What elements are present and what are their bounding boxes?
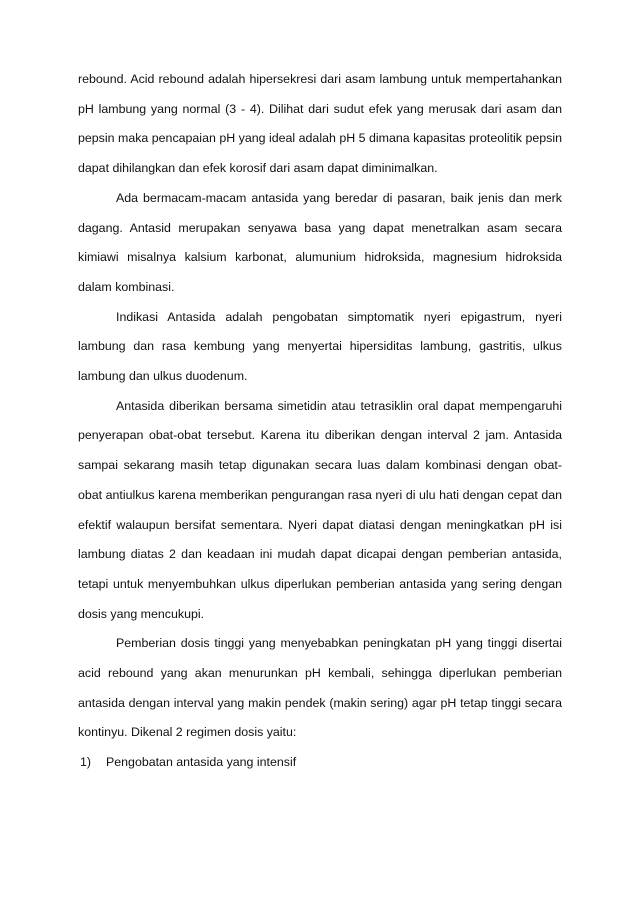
paragraph-interaksi: Antasida diberikan bersama simetidin atau tetrasiklin oral dapat mempengaruhi penyerapan obat-obat tersebut. Karena itu diberikan dengan interval 2 jam. Antasida sampai sekarang masih tetap digunakan secara luas dalam kombinasi dengan obat-obat antiulkus karena memberikan pengurangan rasa nyeri di ulu hati dengan cepat dan efektif walaupun bersifat sementara. Nyeri dapat diatasi dengan meningkatkan pH isi lambung diatas 2 dan keadaan ini mudah dapat dicapai dengan pemberian antasida, tetapi untuk menyembuhkan ulkus diperlukan pemberian antasida yang sering dengan dosis yang mencukupi. bbox=[78, 398, 562, 621]
list-item bbox=[78, 748, 562, 778]
paragraph-antasida-types: Ada bermacam-macam antasida yang beredar di pasaran, baik jenis dan merk dagang. Antasid merupakan senyawa basa yang dapat menetralkan asam secara kimiawi misalnya kalsium karbonat, alumunium hidroksida, magnesium hidroksida dalam kombinasi. bbox=[78, 190, 562, 294]
paragraph-indikasi: Indikasi Antasida adalah pengobatan simptomatik nyeri epigastrum, nyeri lambung dan rasa kembung yang menyertai hipersiditas lambung, gastritis, ulkus lambung dan ulkus duodenum. bbox=[78, 309, 562, 384]
list-item-text: Pengobatan antasida yang intensif bbox=[106, 755, 297, 770]
paragraph-acid-rebound: rebound. Acid rebound adalah hipersekresi dari asam lambung untuk mempertahankan pH lambung yang normal (3 - 4). Dilihat dari sudut efek yang merusak dari asam dan pepsin maka pencapaian pH yang ideal adalah pH 5 dimana kapasitas proteolitik pepsin dapat dihilangkan dan efek korosif dari asam dapat diminimalkan. bbox=[78, 72, 562, 176]
document-body bbox=[78, 65, 562, 778]
paragraph-dosis-tinggi: Pemberian dosis tinggi yang menyebabkan peningkatan pH yang tinggi disertai acid rebound yang akan menurunkan pH kembali, sehingga diperlukan pemberian antasida dengan interval yang makin pendek (makin sering) agar pH tetap tinggi secara kontinyu. Dikenal 2 regimen dosis yaitu: bbox=[78, 636, 562, 740]
list-item-number: 1) bbox=[80, 755, 92, 770]
